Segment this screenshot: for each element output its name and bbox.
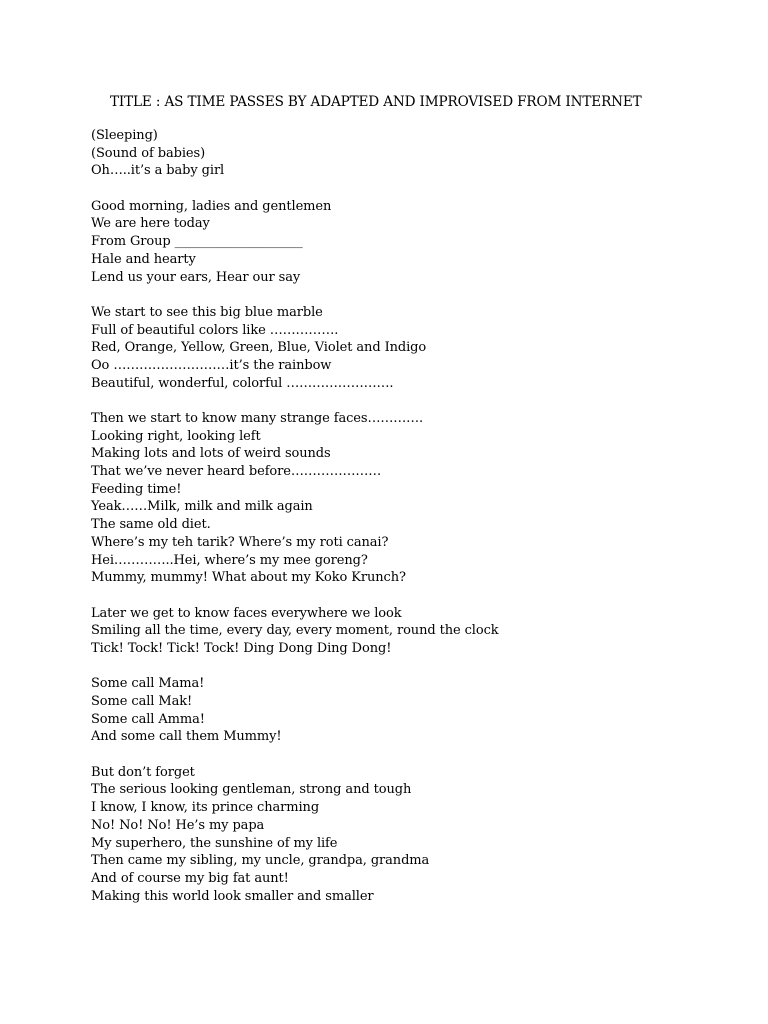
poem-line: Oo ………………………it’s the rainbow — [91, 357, 332, 373]
stanza — [91, 127, 691, 180]
poem-line: Making this world look smaller and smaller — [91, 888, 374, 904]
poem-line: Good morning, ladies and gentlemen — [91, 198, 332, 214]
poem-line: From Group ____________________ — [91, 234, 303, 250]
poem-line: Later we get to know faces everywhere we look — [91, 605, 402, 621]
stanza — [91, 304, 691, 392]
poem-line: We start to see this big blue marble — [91, 304, 323, 320]
poem-line: I know, I know, its prince charming — [91, 800, 320, 816]
poem-line: (Sleeping) — [91, 128, 158, 143]
poem-line: We are here today — [91, 216, 210, 232]
poem-line: Yeak……Milk, milk and milk again — [91, 499, 313, 515]
poem-line: Mummy, mummy! What about my Koko Krunch? — [91, 570, 406, 586]
poem-line: Making lots and lots of weird sounds — [91, 446, 331, 462]
poem-line: Then we start to know many strange faces…………. — [91, 411, 424, 426]
poem-line: Some call Amma! — [91, 711, 205, 727]
poem-line: Smiling all the time, every day, every moment, round the clock — [91, 623, 499, 639]
stanza — [91, 764, 691, 906]
poem-line: Then came my sibling, my uncle, grandpa, grandma — [91, 853, 430, 869]
poem-line: Looking right, looking left — [91, 428, 261, 444]
poem-line: Some call Mama! — [91, 676, 205, 692]
poem-line: Where’s my teh tarik? Where’s my roti canai? — [91, 534, 389, 550]
poem-line: Some call Mak! — [91, 694, 193, 709]
poem-line: And some call them Mummy! — [91, 729, 282, 745]
poem-line: And of course my big fat aunt! — [91, 870, 289, 886]
poem-line: Oh…..it’s a baby girl — [91, 163, 225, 179]
poem-line: Hei…………..Hei, where’s my mee goreng? — [91, 552, 368, 568]
poem-line: Lend us your ears, Hear our say — [91, 269, 301, 285]
poem-line: That we’ve never heard before………………… — [91, 464, 382, 480]
stanza — [91, 605, 691, 658]
poem-line: But don’t forget — [91, 764, 195, 780]
poem-line: Tick! Tock! Tick! Tock! Ding Dong Ding Dong! — [91, 640, 392, 656]
poem-line: Beautiful, wonderful, colorful ……………………. — [91, 375, 394, 391]
poem-line: Feeding time! — [91, 481, 182, 497]
poem-line: My superhero, the sunshine of my life — [91, 835, 338, 851]
poem-line: No! No! No! He’s my papa — [91, 817, 265, 833]
stanza — [91, 198, 691, 286]
poem-line: The same old diet. — [91, 517, 211, 533]
poem-line: (Sound of babies) — [91, 145, 206, 161]
poem-line: Hale and hearty — [91, 251, 196, 267]
poem-body — [91, 127, 691, 923]
document-title: TITLE : AS TIME PASSES BY ADAPTED AND IMPROVISED FROM INTERNET — [110, 94, 642, 110]
poem-line: The serious looking gentleman, strong and tough — [91, 782, 412, 798]
stanza — [91, 410, 691, 587]
poem-line: Full of beautiful colors like ……………. — [91, 322, 339, 338]
stanza — [91, 675, 691, 746]
poem-line: Red, Orange, Yellow, Green, Blue, Violet and Indigo — [91, 340, 427, 356]
